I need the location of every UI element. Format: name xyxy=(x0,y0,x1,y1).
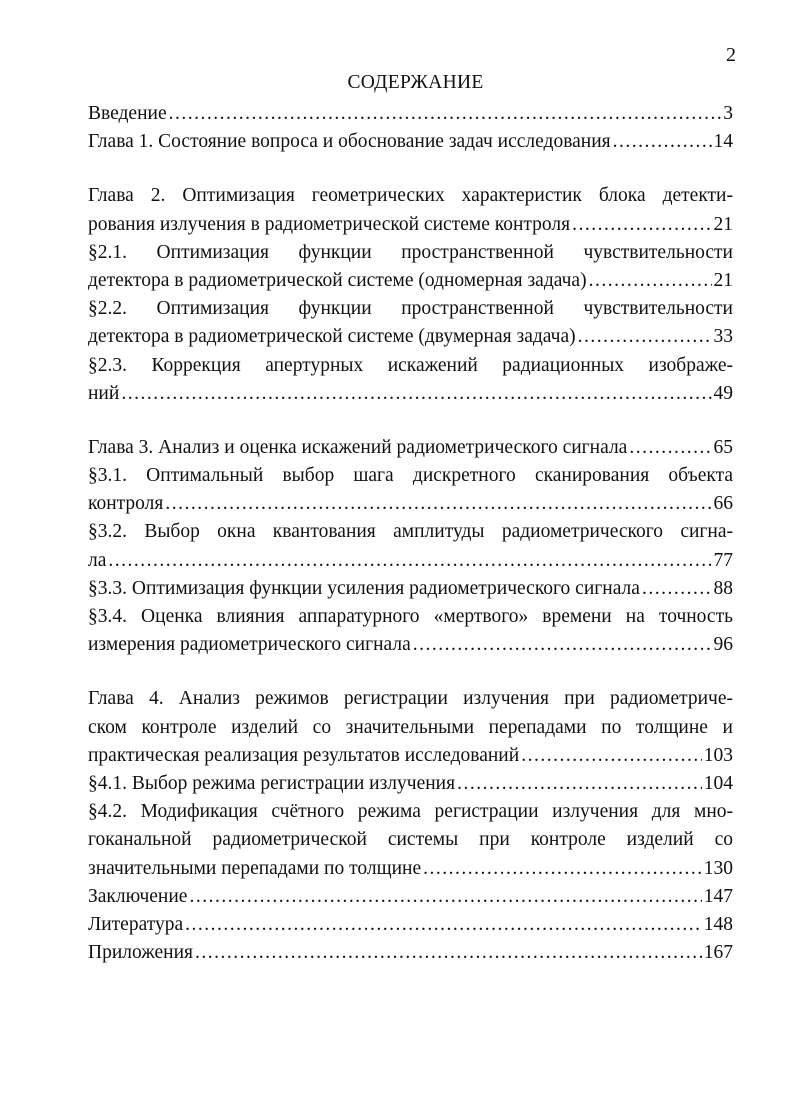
toc-entry-section-3-4[interactable] xyxy=(88,603,733,659)
dot-leader xyxy=(189,883,701,911)
section-gap xyxy=(88,156,733,182)
toc-entry-chapter-3[interactable] xyxy=(88,434,733,462)
toc-entry-title: детектора в радиометрической системе (одномерная задача) xyxy=(88,269,587,291)
toc-entry-text-line: §2.3. Коррекция апертурных искажений радиационных изображе- xyxy=(88,354,733,376)
toc-page-number: 130 xyxy=(703,857,733,879)
dot-leader xyxy=(413,631,712,659)
toc-entry-title: Введение xyxy=(88,103,167,124)
toc-page-number: 3 xyxy=(723,103,733,124)
toc-leader-line xyxy=(88,770,733,798)
toc-entry-title: контроля xyxy=(88,493,164,515)
toc-leader-line xyxy=(88,631,733,659)
page-title: СОДЕРЖАНИЕ xyxy=(347,72,484,93)
toc-entry-title: ний xyxy=(88,382,120,404)
section-gap xyxy=(88,408,733,434)
toc-entry-text-line: §2.2. Оптимизация функции пространственной чувствительности xyxy=(88,298,733,320)
dot-leader xyxy=(185,911,702,939)
toc-page-number: 88 xyxy=(713,577,733,599)
toc-leader-line xyxy=(88,128,733,156)
toc-leader-line xyxy=(88,380,733,408)
toc-entry-text-line: Глава 2. Оптимизация геометрических характеристик блока детекти- xyxy=(88,185,733,207)
toc-page-number: 167 xyxy=(703,942,733,964)
toc-leader-line xyxy=(88,883,733,911)
toc-leader-line xyxy=(88,547,733,575)
toc-entry-text-line: гоканальной радиометрической системы при контроле изделий со xyxy=(88,829,733,851)
toc-leader-line xyxy=(88,911,733,939)
dot-leader xyxy=(165,490,711,518)
toc-entry-text-line: §3.4. Оценка влияния аппаратурного «мертвого» времени на точность xyxy=(88,606,733,627)
toc-entry-title: §4.1. Выбор режима регистрации излучения xyxy=(88,772,456,794)
toc-page-number: 33 xyxy=(713,326,733,348)
toc-leader-line xyxy=(88,490,733,518)
dot-leader xyxy=(108,547,711,575)
table-of-contents xyxy=(88,100,733,967)
dot-leader xyxy=(457,770,702,798)
dot-leader xyxy=(589,267,712,295)
dot-leader xyxy=(521,742,702,770)
dot-leader xyxy=(578,323,712,351)
toc-leader-line xyxy=(88,575,733,603)
toc-entry-chapter-1[interactable] xyxy=(88,128,733,156)
toc-entry-chapter-4[interactable] xyxy=(88,685,733,770)
toc-leader-line xyxy=(88,855,733,883)
toc-entry-title: §3.3. Оптимизация функции усиления радиометрического сигнала xyxy=(88,577,640,599)
toc-entry-section-3-3[interactable] xyxy=(88,575,733,603)
toc-entry-conclusion[interactable] xyxy=(88,883,733,911)
toc-entry-title: Глава 3. Анализ и оценка искажений радиометрического сигнала xyxy=(88,436,628,458)
toc-entry-section-2-2[interactable] xyxy=(88,295,733,351)
toc-entry-appendices[interactable] xyxy=(88,939,733,967)
toc-entry-title: рования излучения в радиометрической системе контроля xyxy=(88,213,571,235)
toc-page-number: 103 xyxy=(703,744,733,766)
toc-entry-references[interactable] xyxy=(88,911,733,939)
toc-leader-line xyxy=(88,939,733,967)
toc-leader-line xyxy=(88,267,733,295)
toc-page-number: 21 xyxy=(713,213,733,235)
toc-entry-title: Глава 1. Состояние вопроса и обоснование задач исследования xyxy=(88,131,611,153)
toc-entry-section-4-1[interactable] xyxy=(88,770,733,798)
toc-page-number: 96 xyxy=(713,634,733,656)
toc-entry-introduction[interactable] xyxy=(88,100,733,128)
toc-entry-text-line: ском контроле изделий со значительными перепадами по толщине и xyxy=(88,716,733,738)
toc-page-number: 148 xyxy=(703,913,733,935)
toc-page-number: 77 xyxy=(713,549,733,571)
toc-entry-section-2-1[interactable] xyxy=(88,239,733,295)
toc-entry-text-line: §3.2. Выбор окна квантования амплитуды радиометрического сигна- xyxy=(88,521,733,543)
dot-leader xyxy=(423,855,702,883)
toc-page-number: 147 xyxy=(703,885,733,907)
toc-page-number: 65 xyxy=(713,436,733,458)
toc-entry-section-4-2[interactable] xyxy=(88,798,733,883)
dot-leader xyxy=(169,100,722,128)
toc-leader-line xyxy=(88,742,733,770)
toc-leader-line xyxy=(88,100,733,128)
toc-page-number: 21 xyxy=(713,269,733,291)
toc-entry-section-3-2[interactable] xyxy=(88,518,733,574)
toc-entry-chapter-2[interactable] xyxy=(88,182,733,238)
toc-entry-text-line: Глава 4. Анализ режимов регистрации излучения при радиометриче- xyxy=(88,688,733,710)
toc-entry-title: значительными перепадами по толщине xyxy=(88,857,422,879)
toc-entry-title: Приложения xyxy=(88,942,193,964)
dot-leader xyxy=(629,434,711,462)
toc-entry-text-line: §4.2. Модификация счётного режима регистрации излучения для мно- xyxy=(88,801,733,823)
toc-entry-text-line: §3.1. Оптимальный выбор шага дискретного сканирования объекта xyxy=(88,465,733,487)
toc-entry-title: практическая реализация результатов исследований xyxy=(88,744,520,766)
toc-leader-line xyxy=(88,211,733,239)
dot-leader xyxy=(613,128,712,156)
toc-entry-section-3-1[interactable] xyxy=(88,462,733,518)
toc-entry-title: измерения радиометрического сигнала xyxy=(88,634,411,656)
toc-entry-section-2-3[interactable] xyxy=(88,352,733,408)
toc-entry-title: Литература xyxy=(88,913,184,935)
toc-page-number: 49 xyxy=(713,382,733,404)
dot-leader xyxy=(121,380,711,408)
toc-entry-title: Заключение xyxy=(88,885,188,907)
toc-page-number: 104 xyxy=(703,772,733,794)
toc-page-number: 66 xyxy=(713,493,733,515)
dot-leader xyxy=(195,939,702,967)
toc-page-number: 14 xyxy=(713,131,733,153)
toc-leader-line xyxy=(88,434,733,462)
page-number: 2 xyxy=(726,44,736,66)
toc-entry-text-line: §2.1. Оптимизация функции пространственной чувствительности xyxy=(88,241,733,263)
dot-leader xyxy=(572,211,711,239)
toc-entry-title: ла xyxy=(88,549,107,571)
dot-leader xyxy=(642,575,712,603)
toc-entry-title: детектора в радиометрической системе (двумерная задача) xyxy=(88,326,576,348)
section-gap xyxy=(88,659,733,685)
toc-leader-line xyxy=(88,323,733,351)
